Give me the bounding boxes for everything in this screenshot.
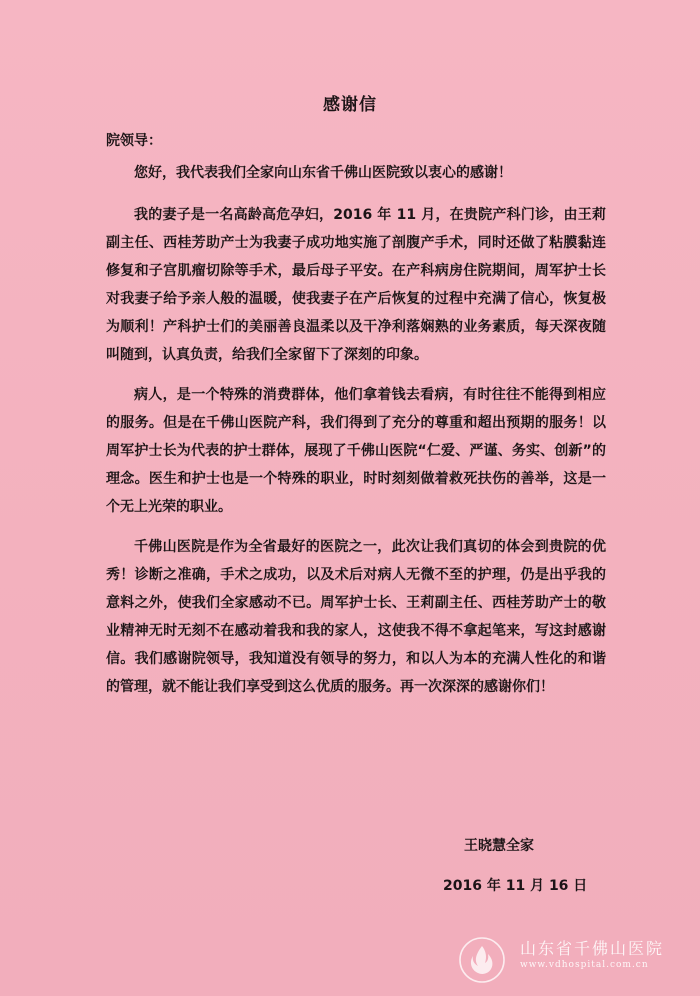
hospital-flame-logo-icon bbox=[456, 934, 508, 986]
hospital-watermark bbox=[456, 930, 696, 990]
letter-date: 2016 年 11 月 16 日 bbox=[443, 878, 588, 894]
letter-paragraph-greeting: 您好，我代表我们全家向山东省千佛山医院致以衷心的感谢！ bbox=[134, 165, 512, 181]
letter-paragraph: 病人，是一个特殊的消费群体，他们拿着钱去看病，有时往往不能得到相应的服务。但是在千佛山医院产科，我们得到了充分的尊重和超出预期的服务！以周军护士长为代表的护士群体，展现了千佛山医院“仁爱、严谨、务实、创新”的理念。医生和护士也是一个特殊的职业，时时刻刻做着救死扶伤的善举，这是一个无上光荣的职业。 bbox=[106, 387, 606, 515]
letter-signature: 王晓慧全家 bbox=[464, 838, 534, 854]
watermark-hospital-name: 山东省千佛山医院 bbox=[520, 939, 665, 958]
letter-paragraph: 我的妻子是一名高龄高危孕妇，2016 年 11 月，在贵院产科门诊，由王莉副主任、西桂芳助产士为我妻子成功地实施了剖腹产手术，同时还做了粘膜黏连修复和子宫肌瘤切除等手术，最后母子平安。在产科病房住院期间，周军护士长对我妻子给予亲人般的温暖，使我妻子在产后恢复的过程中充满了信心，恢复极为顺利！产科护士们的美丽善良温柔以及干净利落娴熟的业务素质，每天深夜随叫随到，认真负责，给我们全家留下了深刻的印象。 bbox=[106, 207, 606, 363]
letter-paragraph: 千佛山医院是作为全省最好的医院之一，此次让我们真切的体会到贵院的优秀！诊断之准确，手术之成功，以及术后对病人无微不至的护理，仍是出乎我的意料之外，使我们全家感动不已。周军护士长、王莉副主任、西桂芳助产士的敬业精神无时无刻不在感动着我和我的家人，这使我不得不拿起笔来，写这封感谢信。我们感谢院领导，我知道没有领导的努力，和以人为本的充满人性化的和谐的管理，就不能让我们享受到这么优质的服务。再一次深深的感谢你们！ bbox=[106, 539, 606, 695]
watermark-url: www.vdhospital.com.cn bbox=[520, 960, 649, 970]
letter-body bbox=[106, 159, 606, 713]
letter-title: 感谢信 bbox=[323, 95, 377, 115]
letter-salutation: 院领导： bbox=[106, 133, 162, 149]
